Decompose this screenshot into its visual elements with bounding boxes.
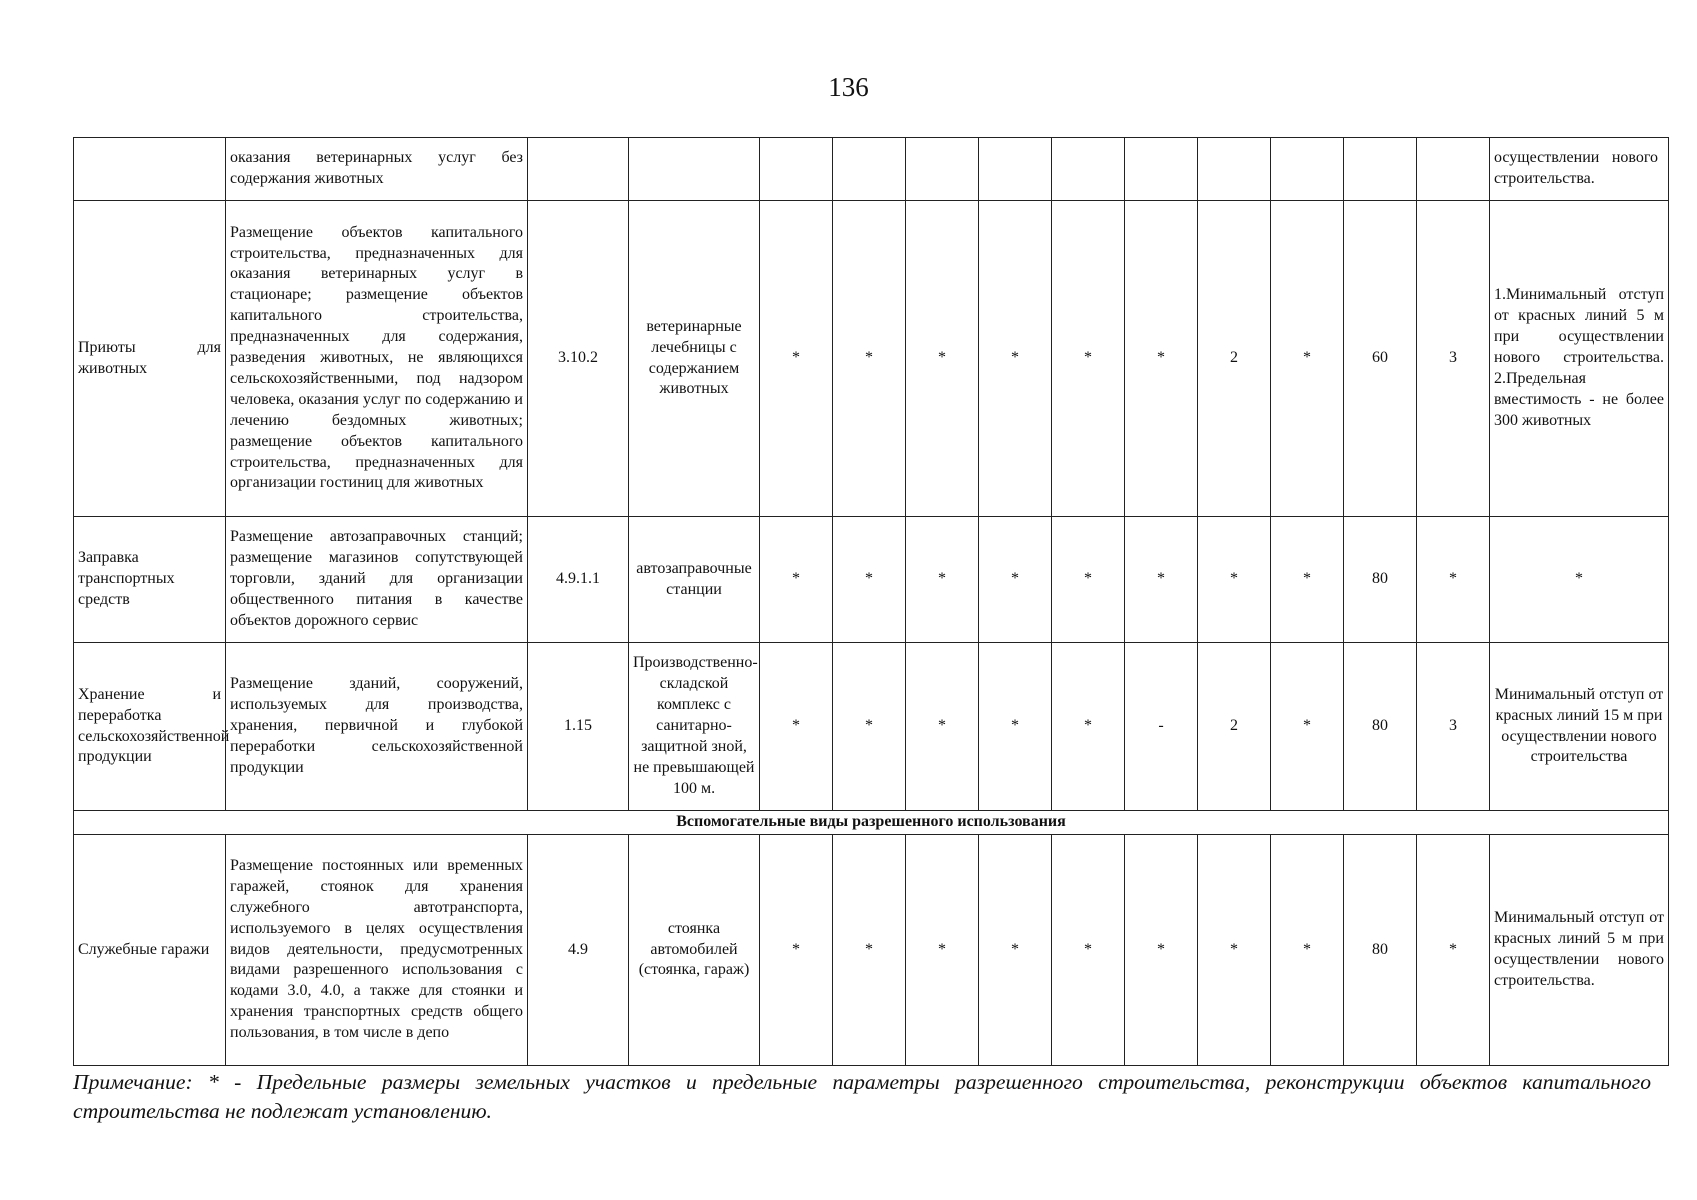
param-cell: *: [833, 517, 906, 643]
use-name-cell: Заправка транспортных средств: [74, 517, 226, 643]
param-cell: 2: [1198, 201, 1271, 517]
table-row: [74, 138, 1669, 201]
use-code-cell: 1.15: [528, 643, 629, 811]
table-row: [74, 835, 1669, 1066]
param-cell: *: [979, 201, 1052, 517]
param-cell: *: [1125, 835, 1198, 1066]
param-cell: *: [1271, 835, 1344, 1066]
use-name-cell: Служебные гаражи: [74, 835, 226, 1066]
param-cell: *: [1125, 517, 1198, 643]
param-cell: *: [760, 643, 833, 811]
param-cell: *: [906, 201, 979, 517]
param-cell: *: [1052, 643, 1125, 811]
object-type-cell: автозаправочные станции: [629, 517, 760, 643]
param-cell: [979, 138, 1052, 201]
use-code-cell: 3.10.2: [528, 201, 629, 517]
param-cell: *: [1052, 201, 1125, 517]
object-type-cell: [629, 138, 760, 201]
object-type-cell: ветеринарные лечебницы с содержанием животных: [629, 201, 760, 517]
notes-cell: 1.Минимальный отступ от красных линий 5 м при осуществлении нового строительства. 2.Предельная вместимость - не более 300 животных: [1490, 201, 1669, 517]
use-name-cell: Хранение и переработка сельскохозяйственной продукции: [74, 643, 226, 811]
param-cell: *: [1125, 201, 1198, 517]
notes-cell: *: [1490, 517, 1669, 643]
param-cell: [906, 138, 979, 201]
param-cell: *: [1417, 835, 1490, 1066]
param-cell: *: [906, 643, 979, 811]
param-cell: [1344, 138, 1417, 201]
param-cell: -: [1125, 643, 1198, 811]
page-number: 136: [828, 72, 869, 102]
param-cell: *: [1198, 835, 1271, 1066]
use-description-cell: оказания ветеринарных услуг без содержания животных: [226, 138, 528, 201]
param-cell: *: [1052, 835, 1125, 1066]
param-cell: *: [1271, 643, 1344, 811]
notes-cell: осуществлении нового строительства.: [1490, 138, 1669, 201]
param-cell: *: [1417, 517, 1490, 643]
param-cell: 60: [1344, 201, 1417, 517]
param-cell: [1417, 138, 1490, 201]
param-cell: *: [1198, 517, 1271, 643]
use-description-cell: Размещение объектов капитального строительства, предназначенных для оказания ветеринарных услуг в стационаре; размещение объектов капитального строительства, предназначенных для содержания, разведения животных, не являющихся сельскохозяйственными, под надзором человека, оказания услуг по содержанию и лечению бездомных животных; размещение объектов капитального строительства, предназначенных для организации гостиниц для животных: [226, 201, 528, 517]
param-cell: [1052, 138, 1125, 201]
param-cell: 3: [1417, 643, 1490, 811]
use-code-cell: [528, 138, 629, 201]
param-cell: *: [760, 201, 833, 517]
param-cell: [1198, 138, 1271, 201]
param-cell: *: [906, 517, 979, 643]
object-type-cell: стоянка автомобилей (стоянка, гараж): [629, 835, 760, 1066]
param-cell: 80: [1344, 517, 1417, 643]
param-cell: *: [833, 835, 906, 1066]
param-cell: *: [1271, 517, 1344, 643]
param-cell: *: [979, 517, 1052, 643]
section-row: [74, 811, 1669, 835]
table-row: [74, 643, 1669, 811]
notes-cell: Минимальный отступ от красных линий 5 м при осуществлении нового строительства.: [1490, 835, 1669, 1066]
param-cell: 3: [1417, 201, 1490, 517]
use-description-cell: Размещение постоянных или временных гаражей, стоянок для хранения служебного автотранспорта, используемого в целях осуществления видов деятельности, предусмотренных видами разрешенного использования с кодами 3.0, 4.0, а также для стоянки и хранения транспортных средств общего пользования, в том числе в депо: [226, 835, 528, 1066]
param-cell: 80: [1344, 643, 1417, 811]
param-cell: 2: [1198, 643, 1271, 811]
param-cell: *: [979, 835, 1052, 1066]
param-cell: [833, 138, 906, 201]
use-description-cell: Размещение зданий, сооружений, используемых для производства, хранения, первичной и глубокой переработки сельскохозяйственной продукции: [226, 643, 528, 811]
param-cell: [760, 138, 833, 201]
param-cell: [1125, 138, 1198, 201]
use-code-cell: 4.9.1.1: [528, 517, 629, 643]
use-code-cell: 4.9: [528, 835, 629, 1066]
land-use-table: [73, 137, 1669, 1066]
param-cell: *: [833, 643, 906, 811]
table-row: [74, 201, 1669, 517]
use-description-cell: Размещение автозаправочных станций; размещение магазинов сопутствующей торговли, зданий для организации общественного питания в качестве объектов дорожного сервис: [226, 517, 528, 643]
section-title: Вспомогательные виды разрешенного использования: [74, 811, 1669, 835]
param-cell: *: [979, 643, 1052, 811]
param-cell: *: [760, 517, 833, 643]
table-row: [74, 517, 1669, 643]
param-cell: 80: [1344, 835, 1417, 1066]
param-cell: [1271, 138, 1344, 201]
object-type-cell: Производственно-складской комплекс с санитарно-защитной зной, не превышающей 100 м.: [629, 643, 760, 811]
param-cell: *: [1271, 201, 1344, 517]
footnote: Примечание: * - Предельные размеры земельных участков и предельные параметры разрешенного строительства, реконструкции объектов капитального строительства не подлежат установлению.: [73, 1070, 1651, 1123]
param-cell: *: [1052, 517, 1125, 643]
param-cell: *: [906, 835, 979, 1066]
use-name-cell: [74, 138, 226, 201]
param-cell: *: [833, 201, 906, 517]
use-name-cell: Приюты для животных: [74, 201, 226, 517]
notes-cell: Минимальный отступ от красных линий 15 м при осуществлении нового строительства: [1490, 643, 1669, 811]
param-cell: *: [760, 835, 833, 1066]
